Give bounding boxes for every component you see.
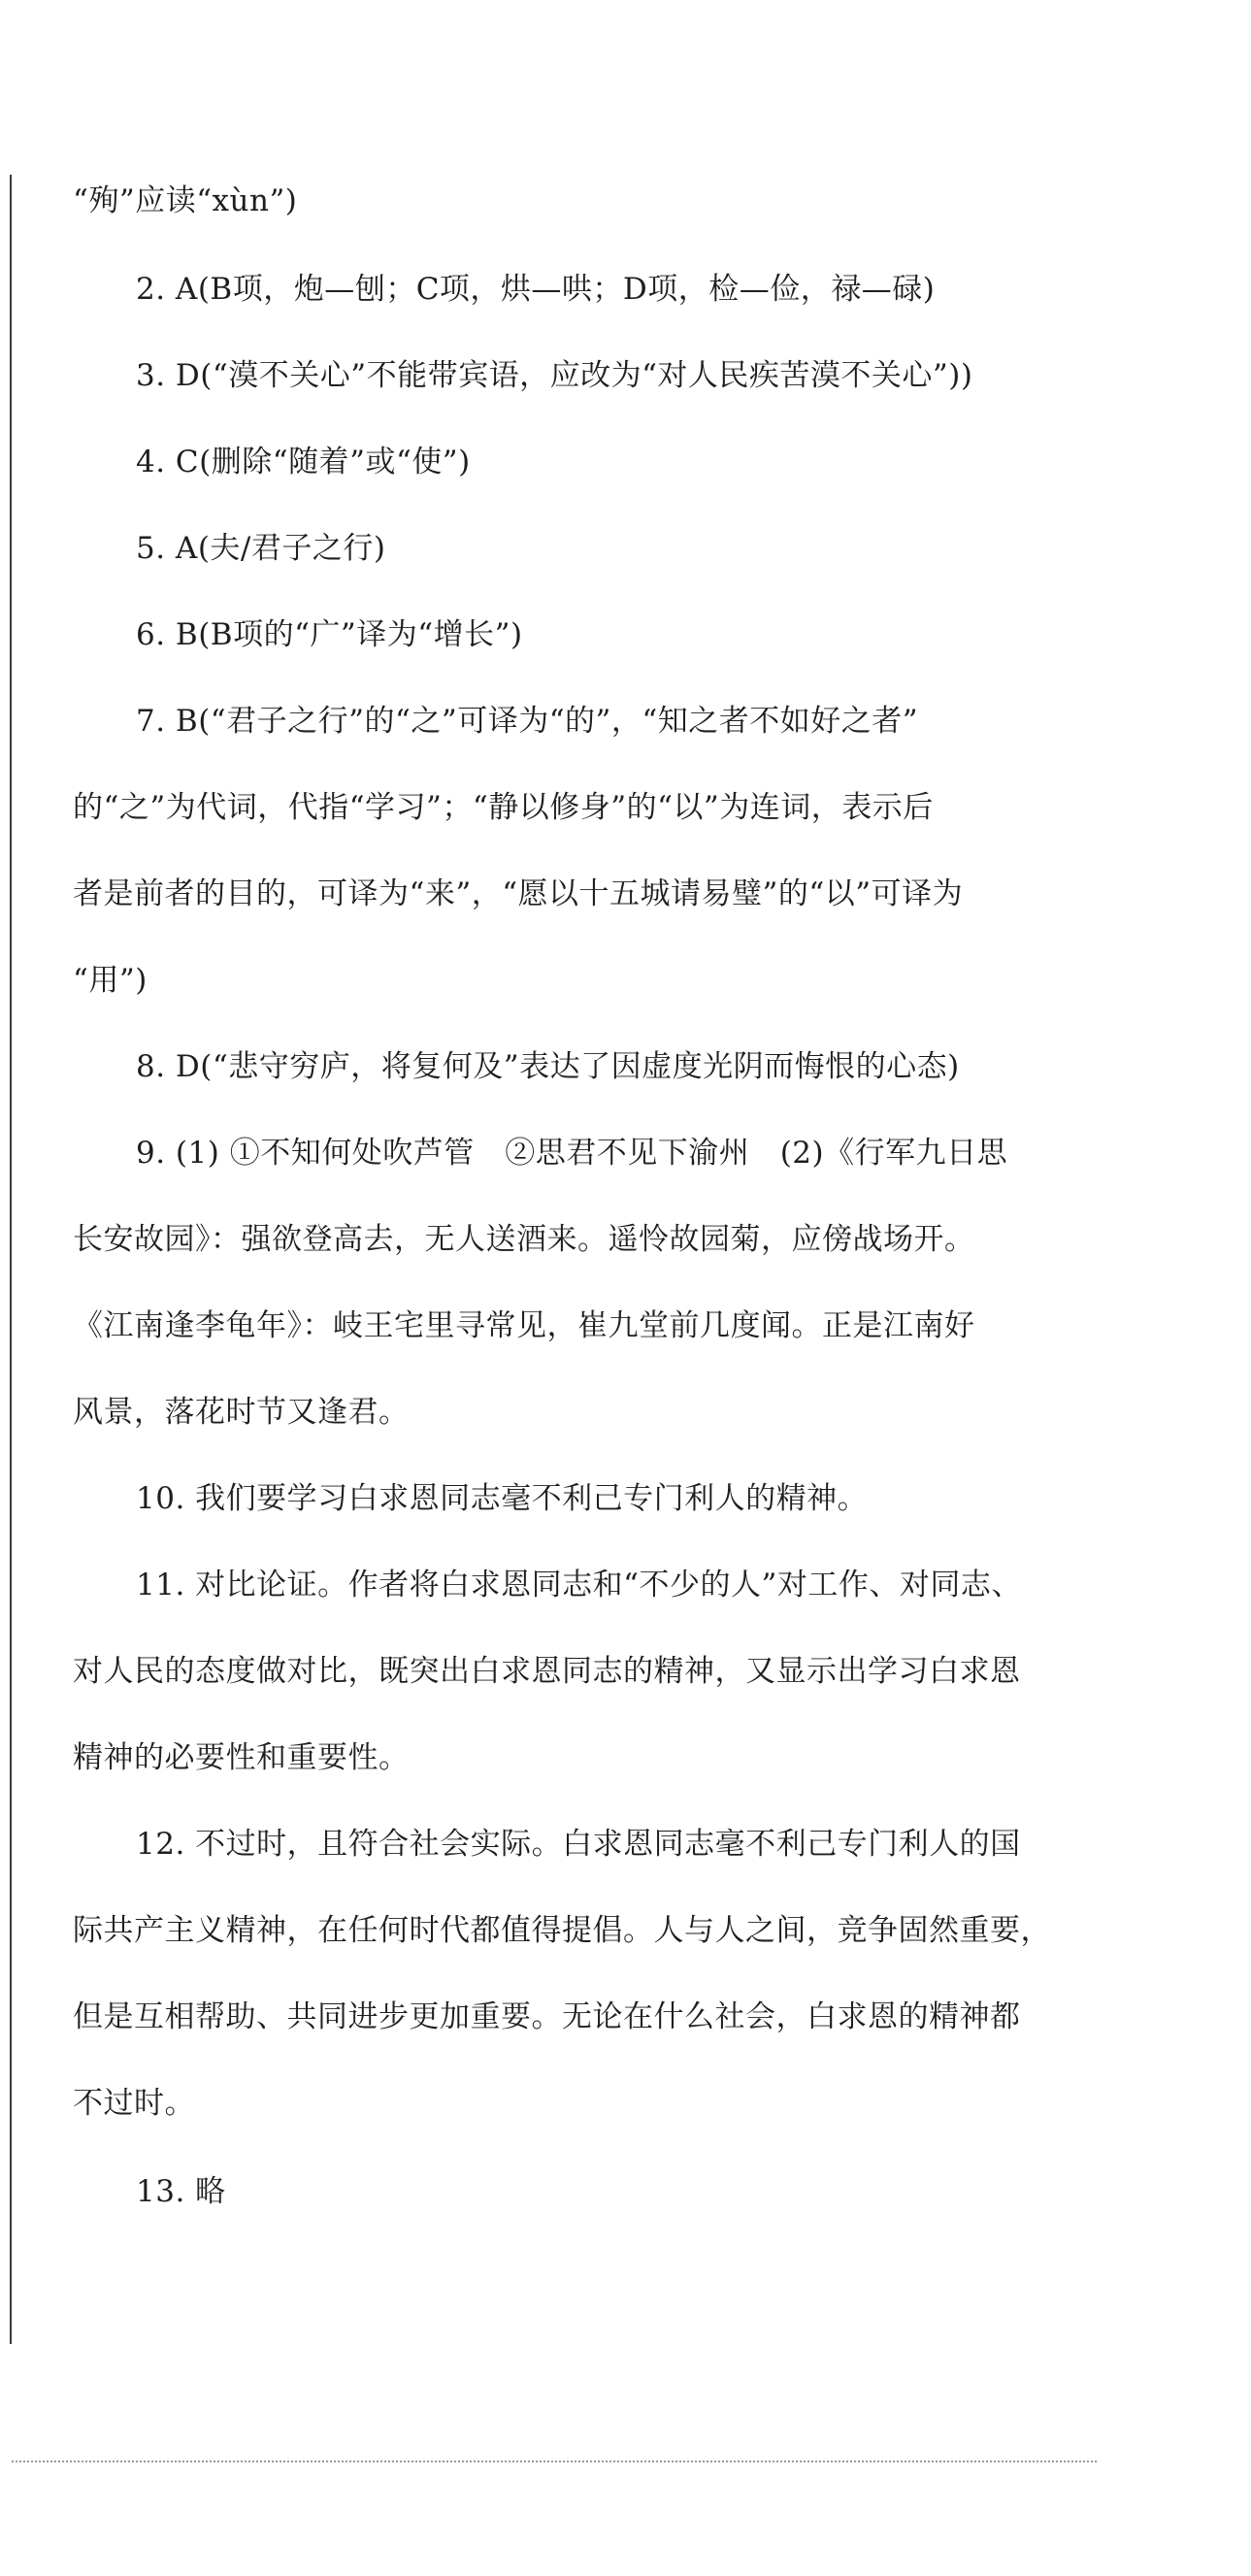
answer-9-cont: 《江南逢李龟年》：岐王宅里寻常见，崔九堂前几度闻。正是江南好 xyxy=(73,1308,975,1343)
answer-12-cont: 不过时。 xyxy=(73,2086,195,2121)
answer-12-cont: 际共产主义精神，在任何时代都值得提倡。人与人之间，竞争固然重要， xyxy=(73,1913,1051,1948)
left-margin-rule xyxy=(10,175,12,2344)
answer-11-cont: 对人民的态度做对比，既突出白求恩同志的精神，又显示出学习白求恩 xyxy=(73,1654,1021,1689)
answer-9: 9. (1) ①不知何处吹芦管 ②思君不见下渝州 (2)《行军九日思 xyxy=(136,1136,1008,1171)
answer-3: 3. D(“漠不关心”不能带宾语，应改为“对人民疾苦漠不关心”)) xyxy=(136,358,973,393)
answer-2: 2. A(B项，炮—刨；C项，烘—哄；D项，检—俭，禄—碌) xyxy=(136,272,936,307)
bottom-dotted-rule xyxy=(12,2460,1097,2462)
answer-7-cont: 的“之”为代词，代指“学习”；“静以修身”的“以”为连词，表示后 xyxy=(73,790,934,825)
answer-9-cont: 长安故园》：强欲登高去，无人送酒来。遥怜故园菊，应傍战场开。 xyxy=(73,1222,975,1257)
answer-6: 6. B(B项的“广”译为“增长”) xyxy=(136,617,523,652)
answer-13: 13. 略 xyxy=(136,2174,226,2209)
answer-8: 8. D(“悲守穷庐，将复何及”表达了因虚度光阴而悔恨的心态) xyxy=(136,1049,960,1084)
answer-11: 11. 对比论证。作者将白求恩同志和“不少的人”对工作、对同志、 xyxy=(136,1568,1022,1602)
answer-11-cont: 精神的必要性和重要性。 xyxy=(73,1740,410,1775)
answer-7: 7. B(“君子之行”的“之”可译为“的”，“知之者不如好之者” xyxy=(136,704,919,739)
answer-9-cont: 风景，落花时节又逢君。 xyxy=(73,1395,410,1430)
answer-12-cont: 但是互相帮助、共同进步更加重要。无论在什么社会，白求恩的精神都 xyxy=(73,1999,1021,2034)
answer-7-cont: 者是前者的目的，可译为“来”，“愿以十五城请易璧”的“以”可译为 xyxy=(73,876,964,911)
answer-5: 5. A(夫/君子之行) xyxy=(136,531,386,566)
answer-4: 4. C(删除“随着”或“使”) xyxy=(136,445,471,479)
answer-7-cont: “用”) xyxy=(73,963,148,998)
answer-10: 10. 我们要学习白求恩同志毫不利己专门利人的精神。 xyxy=(136,1481,869,1516)
answer-12: 12. 不过时，且符合社会实际。白求恩同志毫不利己专门利人的国 xyxy=(136,1827,1021,1862)
answer-line: “殉”应读“xùn”) xyxy=(73,183,298,218)
